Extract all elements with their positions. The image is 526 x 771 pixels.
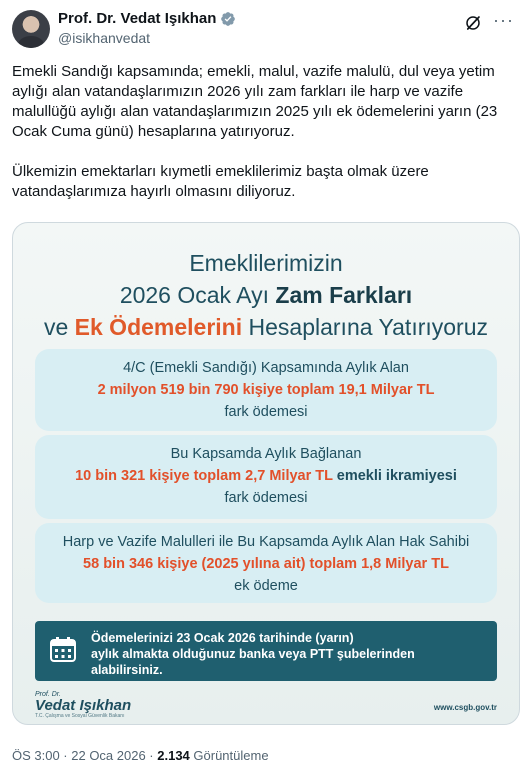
- tweet-paragraph-1: Emekli Sandığı kapsamında; emekli, malul, vazife malulü, dul veya yetim aylığı alan vatandaşlarımızın 2026 yılı zam farkları ile harp ve vazife malullüğü aylığı alan vatandaşlarımızın 2025 yılı ek ödemelerini yarın (23 Ocak Cuma günü) hesaplarına yatırıyoruz.: [12, 63, 498, 140]
- box2-line2b: emekli ikramiyesi: [332, 468, 457, 484]
- card-title-3a: ve: [43, 314, 75, 340]
- signature-top: Prof. Dr.: [35, 691, 61, 698]
- box2-line2a: 10 bin 321 kişiye toplam 2,7 Milyar TL: [75, 468, 333, 484]
- card-title-line-1: Emeklilerimizin: [189, 250, 343, 276]
- card-title: [13, 247, 519, 343]
- card-title-3b: Ek Ödemelerini: [74, 314, 243, 340]
- signature-sub: T.C. Çalışma ve Sosyal Güvenlik Bakanı: [35, 713, 125, 719]
- tweet-header: [12, 8, 514, 52]
- author-handle[interactable]: @isikhanvedat: [58, 30, 151, 46]
- tweet-body: [12, 62, 512, 222]
- signature-name: Vedat Işıkhan: [35, 697, 132, 714]
- author-name[interactable]: Prof. Dr. Vedat Işıkhan: [58, 10, 217, 27]
- author-name-row: [58, 10, 236, 27]
- notice-line2: aylık almakta olduğunuz banka veya PTT şubelerinden: [91, 647, 415, 661]
- tweet-timestamp[interactable]: ÖS 3:00 · 22 Oca 2026 ·: [12, 748, 158, 763]
- more-options-button[interactable]: ···: [493, 10, 514, 30]
- card-title-2a: 2026 Ocak Ayı: [119, 282, 276, 308]
- ministry-website: www.csgb.gov.tr: [433, 703, 497, 712]
- tweet-meta: [12, 748, 269, 763]
- box3-line2: 58 bin 346 kişiye (2025 yılına ait) toplam 1,8 Milyar TL: [83, 556, 449, 572]
- notice-line1: Ödemelerinizi 23 Ocak 2026 tarihinde (yarın): [91, 631, 354, 645]
- box2-line2: [35, 465, 497, 487]
- card-title-3c: Hesaplarına Yatırıyoruz: [242, 314, 489, 340]
- view-label: Görüntüleme: [189, 748, 269, 763]
- box3-line1: Harp ve Vazife Malulleri ile Bu Kapsamda Aylık Alan Hak Sahibi: [62, 534, 470, 550]
- minister-signature-logo: [35, 691, 131, 719]
- payment-notice: [35, 621, 497, 681]
- view-count: 2.134: [157, 748, 190, 763]
- info-box-4c: [35, 349, 497, 431]
- box1-line2: 2 milyon 519 bin 790 kişiye toplam 19,1 Milyar TL: [97, 382, 435, 398]
- verified-badge-icon: [220, 11, 236, 27]
- box3-line3: ek ödeme: [234, 578, 298, 594]
- card-title-line-2: [13, 279, 519, 311]
- box1-line1: 4/C (Emekli Sandığı) Kapsamında Aylık Alan: [123, 360, 409, 376]
- grok-icon[interactable]: [464, 14, 482, 32]
- avatar[interactable]: [12, 10, 50, 48]
- notice-line3: alabilirsiniz.: [91, 663, 163, 677]
- tweet-image-card[interactable]: [12, 222, 520, 725]
- box2-line1: Bu Kapsamda Aylık Bağlanan: [170, 446, 362, 462]
- box2-line3: fark ödemesi: [224, 490, 308, 506]
- info-box-ikramiye: [35, 435, 497, 519]
- box1-line3: fark ödemesi: [224, 404, 308, 420]
- card-title-line-3: [13, 311, 519, 343]
- calendar-icon: [49, 635, 77, 663]
- card-title-2b: Zam Farkları: [275, 282, 413, 308]
- info-box-harp-vazife: [35, 523, 497, 603]
- tweet-paragraph-2: Ülkemizin emektarları kıymetli emeklilerimiz başta olmak üzere vatandaşlarımıza hayırlı olmasını diliyoruz.: [12, 163, 429, 200]
